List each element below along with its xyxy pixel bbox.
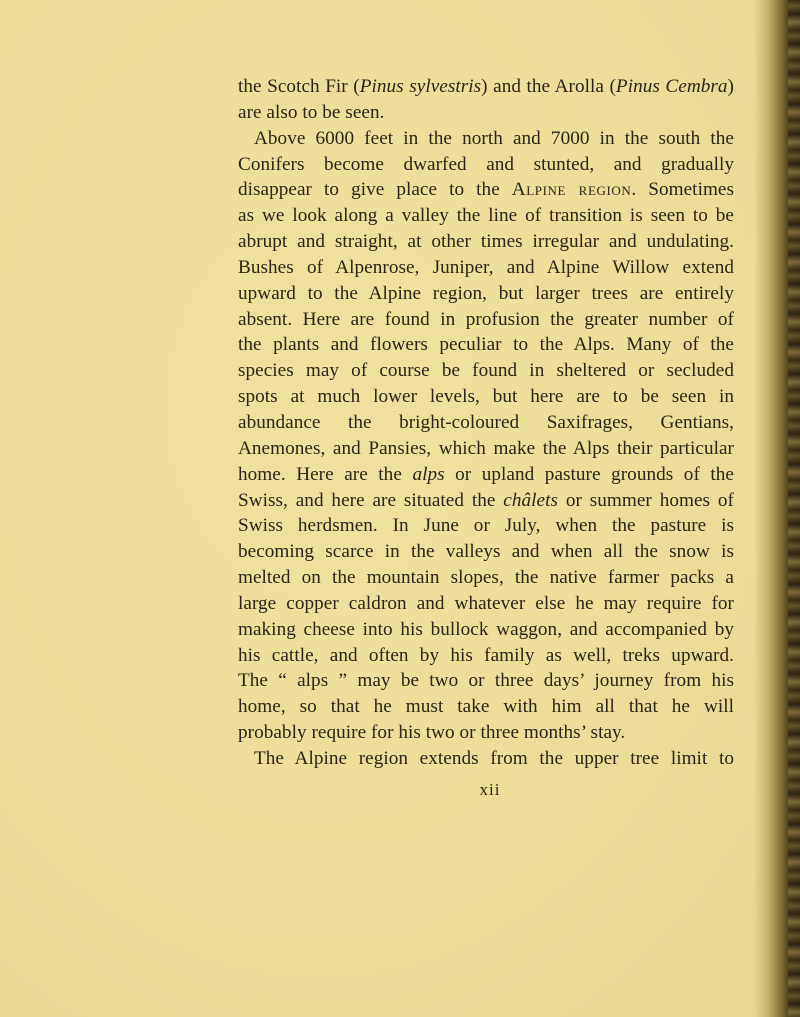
text-line: species may of course be found in sheltered or secluded (238, 360, 734, 382)
text-line: home. Here are the alps or upland pasture grounds of the (238, 463, 734, 485)
italic-species-name: Pinus Cembra (615, 76, 728, 97)
text-line: absent. Here are found in profusion the greater number of (238, 308, 734, 330)
text-line: abrupt and straight, at other times irregular and undulating. (238, 231, 734, 253)
text-line: spots at much lower levels, but here are to be seen in (238, 386, 734, 408)
text-line: abundance the bright-coloured Saxifrages, Gentians, (238, 411, 734, 433)
text-line: Bushes of Alpenrose, Juniper, and Alpine Willow extend (238, 256, 734, 278)
text-line: are also to be seen. (238, 101, 385, 123)
text-line: making cheese into his bullock waggon, and accompanied by (238, 618, 734, 640)
text-line: Conifers become dwarfed and stunted, and gradually (238, 153, 734, 175)
text-line: Above 6000 feet in the north and 7000 in the south the (254, 127, 734, 149)
book-binding-edge (788, 0, 800, 1017)
italic-species-name: Pinus sylvestris (359, 76, 482, 97)
text-line: the plants and flowers peculiar to the Alps. Many of the (238, 334, 734, 356)
text-line: as we look along a valley the line of transition is seen to be (238, 205, 734, 227)
text-line: Swiss, and here are situated the châlets or summer homes of (238, 489, 734, 511)
text-line: becoming scarce in the valleys and when all the snow is (238, 541, 734, 563)
page-number: xii (479, 780, 501, 799)
text-line: home, so that he must take with him all that he will (238, 696, 734, 718)
text-line: the Scotch Fir (Pinus sylvestris) and the Arolla (Pinus Cembra) (238, 76, 734, 97)
text-line: Anemones, and Pansies, which make the Alps their particular (238, 437, 734, 459)
small-caps-term: Alpine region (511, 179, 632, 201)
body-text (238, 74, 734, 772)
italic-term: châlets (503, 489, 558, 511)
text-line: probably require for his two or three months’ stay. (238, 722, 626, 744)
text-line: The Alpine region extends from the upper tree limit to (254, 747, 734, 769)
text-line: disappear to give place to the Alpine region. Sometimes (238, 179, 735, 201)
text-line: The “ alps ” may be two or three days’ journey from his (238, 670, 734, 692)
italic-term: alps (412, 463, 445, 485)
text-line: large copper caldron and whatever else he may require for (238, 592, 734, 614)
text-line: Swiss herdsmen. In June or July, when the pasture is (238, 515, 734, 537)
text-line: his cattle, and often by his family as well, treks upward. (238, 644, 734, 666)
text-line: melted on the mountain slopes, the native farmer packs a (238, 567, 734, 589)
text-line: upward to the Alpine region, but larger trees are entirely (238, 282, 734, 304)
